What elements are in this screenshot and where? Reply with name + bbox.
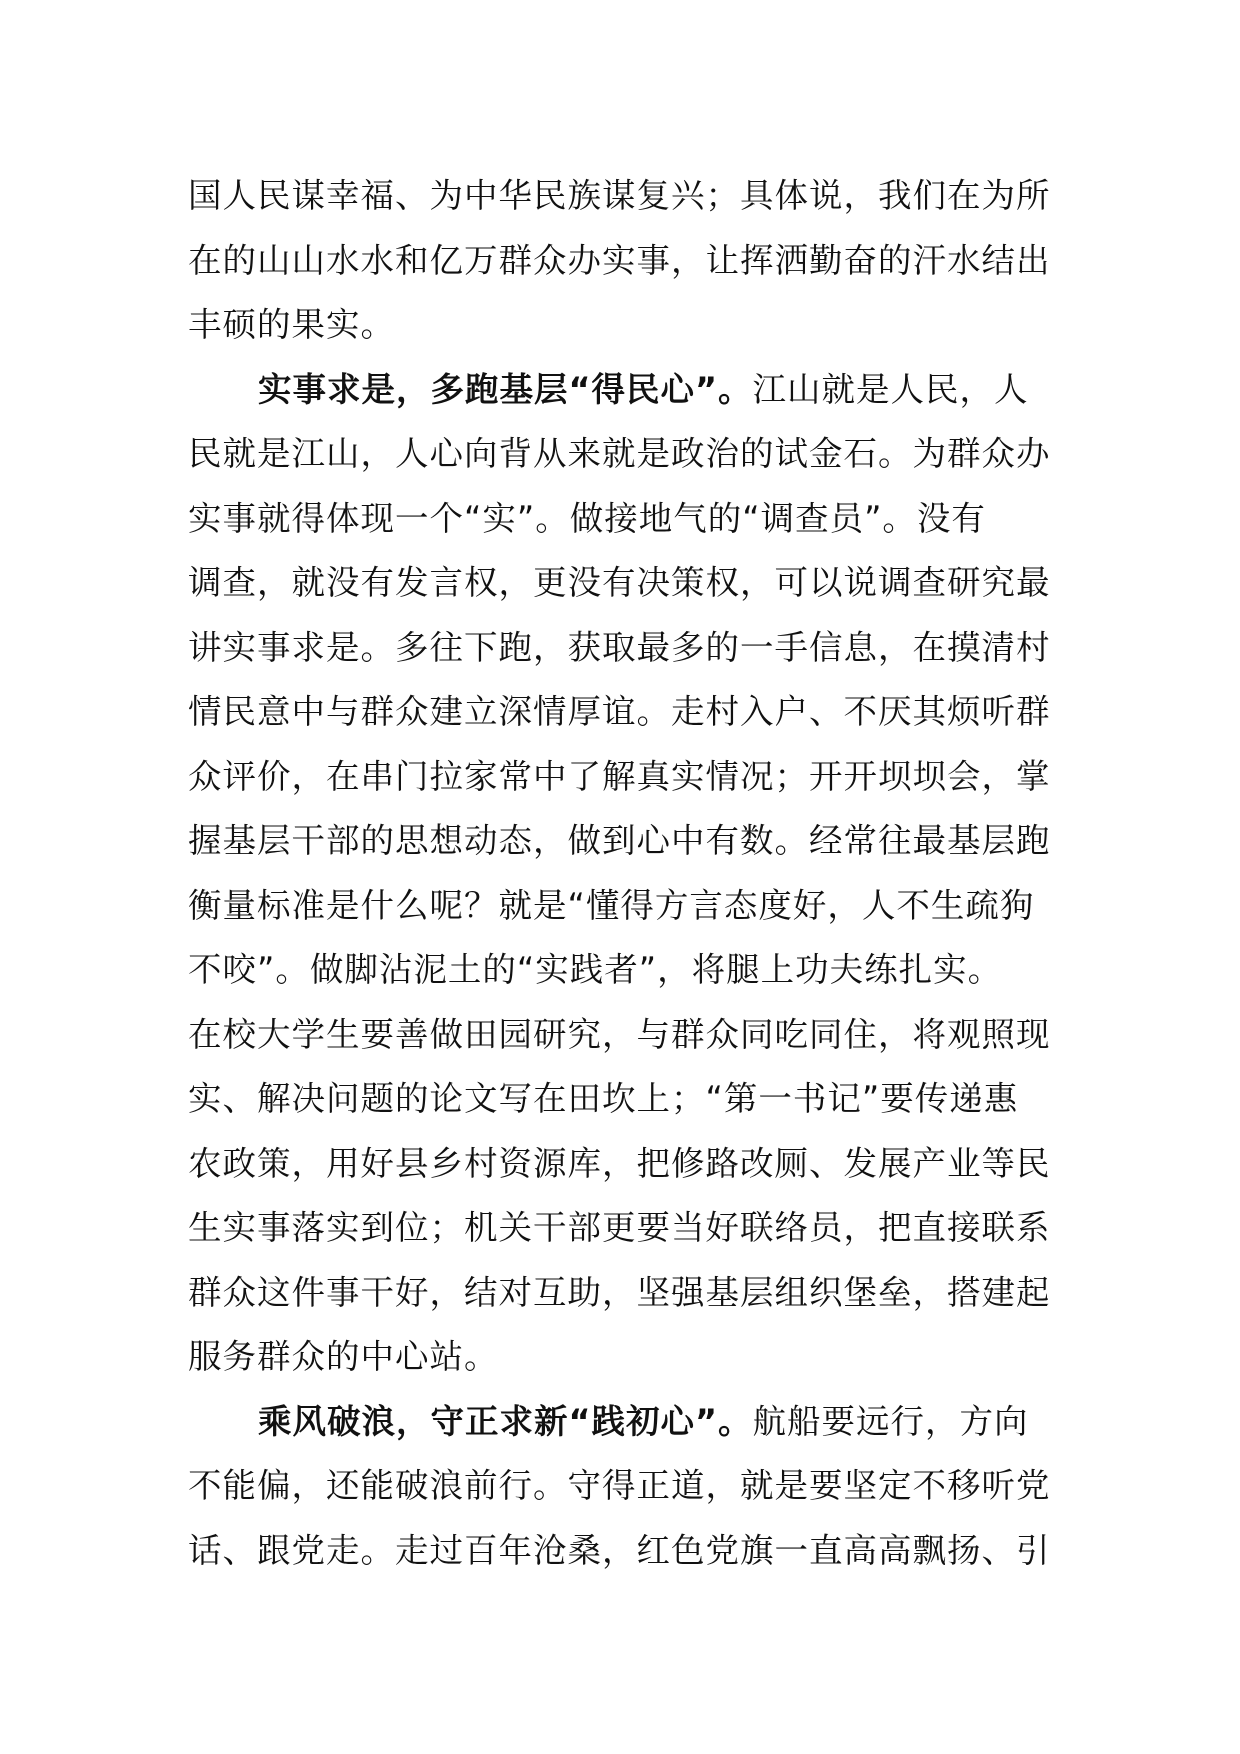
text-line: 衡量标准是什么呢？就是“懂得方言态度好，人不生疏狗 [188, 885, 1035, 925]
section-heading: 实事求是，多跑基层“得民心”。 [258, 369, 753, 409]
text-line: 讲实事求是。多往下跑，获取最多的一手信息，在摸清村 [188, 627, 1051, 667]
text-line: 话、跟党走。走过百年沧桑，红色党旗一直高高飘扬、引 [188, 1530, 1051, 1570]
text-line: 握基层干部的思想动态，做到心中有数。经常往最基层跑 [188, 821, 1051, 860]
text-line: 国人民谋幸福、为中华民族谋复兴；具体说，我们在为所 [188, 176, 1051, 215]
text-line: 生实事落实到位；机关干部更要当好联络员，把直接联系 [188, 1208, 1051, 1247]
section-heading: 乘风破浪，守正求新“践初心”。 [258, 1401, 753, 1441]
text-line: 不咬”。做脚沾泥土的“实践者”，将腿上功夫练扎实。 [188, 950, 1003, 989]
text-line: 不能偏，还能破浪前行。守得正道，就是要坚定不移听党 [188, 1466, 1051, 1505]
text-line: 情民意中与群众建立深情厚谊。走村入户、不厌其烦听群 [188, 692, 1051, 731]
text-line: 实、解决问题的论文写在田坎上；“第一书记”要传递惠 [188, 1079, 1019, 1118]
text-line: 丰硕的果实。 [188, 305, 395, 344]
text-line: 调查，就没有发言权，更没有决策权，可以说调查研究最 [188, 563, 1051, 602]
text-line: 众评价，在串门拉家常中了解真实情况；开开坝坝会，掌 [188, 756, 1051, 796]
section-heading-line: 乘风破浪，守正求新“践初心”。航船要远行，方向 [258, 1401, 1029, 1441]
text-line: 服务群众的中心站。 [188, 1337, 499, 1376]
text-line: 群众这件事干好，结对互助，坚强基层组织堡垒，搭建起 [188, 1272, 1051, 1312]
text-line: 在的山山水水和亿万群众办实事，让挥洒勤奋的汗水结出 [188, 240, 1051, 280]
body-text [188, 164, 1058, 1583]
text-line: 在校大学生要善做田园研究，与群众同吃同住，将观照现 [188, 1014, 1051, 1054]
section-heading-line: 实事求是，多跑基层“得民心”。江山就是人民，人 [258, 369, 1029, 409]
text-line: 民就是江山，人心向背从来就是政治的试金石。为群众办 [188, 434, 1051, 473]
text-line: 实事就得体现一个“实”。做接地气的“调查员”。没有 [188, 498, 986, 538]
text-line: 农政策，用好县乡村资源库，把修路改厕、发展产业等民 [188, 1143, 1051, 1183]
